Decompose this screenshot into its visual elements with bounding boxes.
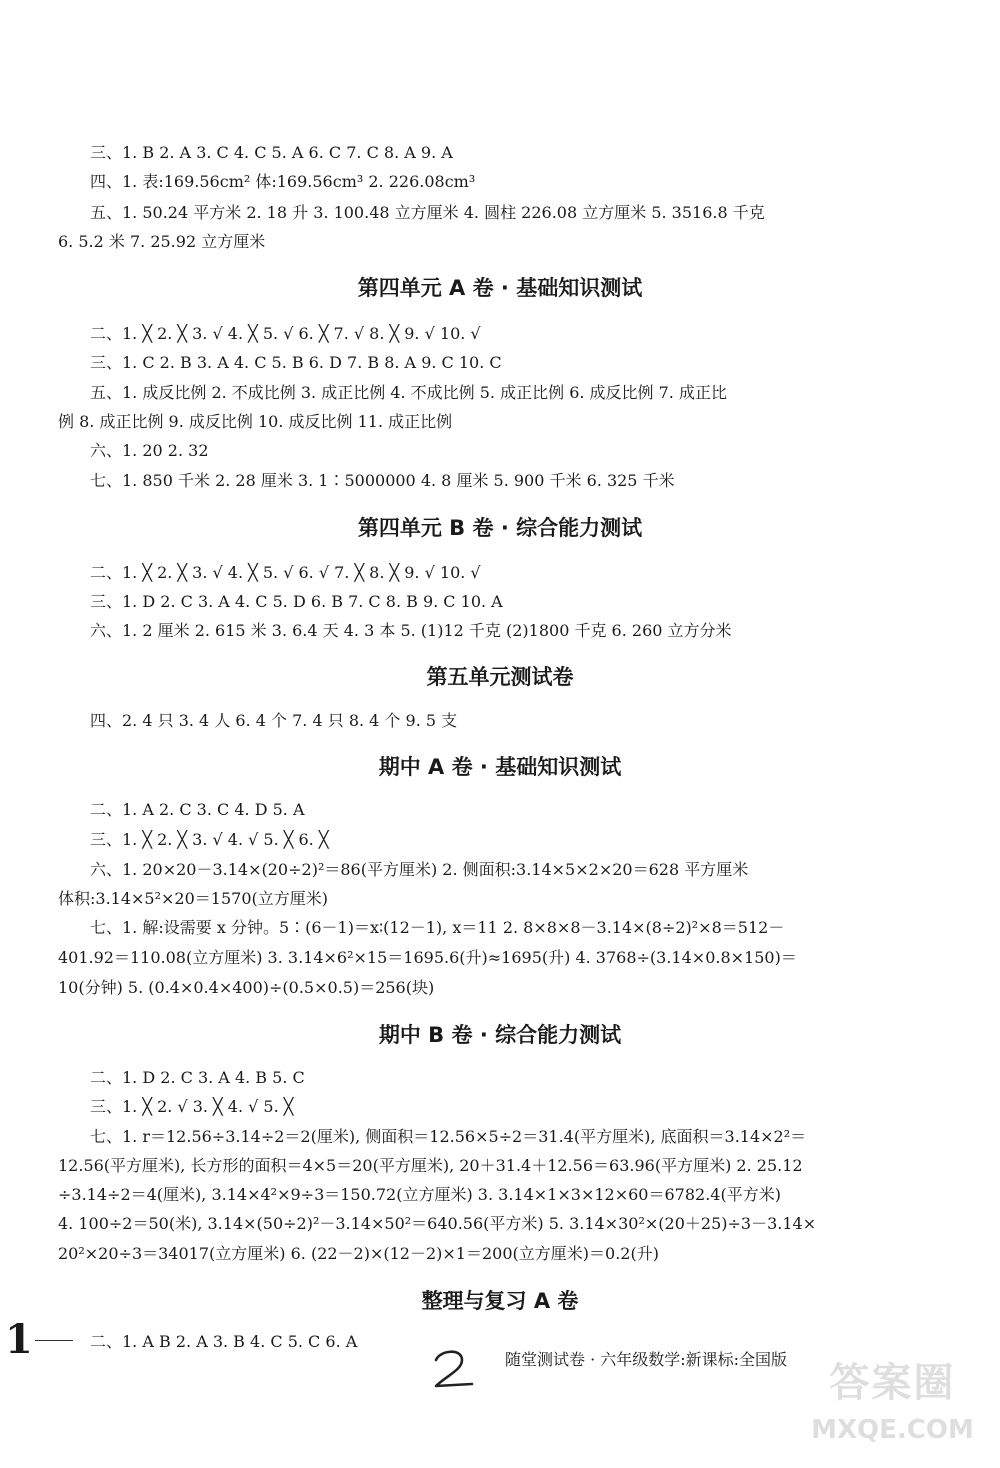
answer-line: 401.92＝110.08(立方厘米) 3. 3.14×6²×15＝1695.6(升)≈1695(升) 4. 3768÷(3.14×0.8×150)＝: [58, 948, 797, 967]
answer-line: 体积:3.14×5²×20＝1570(立方厘米): [58, 889, 328, 908]
answer-line: 七、1. 解:设需要 x 分钟。5∶(6－1)＝x∶(12－1), x＝11 2. 8×8×8－3.14×(8÷2)²×8＝512－: [90, 918, 785, 937]
watermark-text: 答案圈: [829, 1360, 956, 1406]
answer-line: 六、1. 20×20－3.14×(20÷2)²＝86(平方厘米) 2. 侧面积:3.14×5×2×20＝628 平方厘米: [90, 860, 749, 879]
footer-rule: [35, 1340, 73, 1341]
answer-line: 12.56(平方厘米), 长方形的面积＝4×5＝20(平方厘米), 20＋31.4＋12.56＝63.96(平方厘米) 2. 25.12: [58, 1156, 803, 1175]
answer-line: 七、1. r＝12.56÷3.14÷2＝2(厘米), 侧面积＝12.56×5÷2＝31.4(平方厘米), 底面积＝3.14×2²＝: [90, 1127, 807, 1146]
answer-line: 四、1. 表:169.56cm² 体:169.56cm³ 2. 226.08cm³: [90, 172, 476, 191]
answer-line: 20²×20÷3＝34017(立方厘米) 6. (22－2)×(12－2)×1＝200(立方厘米)＝0.2(升): [58, 1244, 659, 1263]
section-heading: 期中 B 卷 · 综合能力测试: [378, 1023, 622, 1047]
answer-line: 二、1. D 2. C 3. A 4. B 5. C: [90, 1068, 305, 1087]
section-heading: 期中 A 卷 · 基础知识测试: [378, 755, 622, 779]
section-heading: 第四单元 A 卷 · 基础知识测试: [357, 276, 643, 300]
answer-line: 6. 5.2 米 7. 25.92 立方厘米: [58, 232, 266, 251]
answer-line: 三、1. B 2. A 3. C 4. C 5. A 6. C 7. C 8. A 9. A: [90, 143, 453, 162]
answer-line: 三、1. ╳ 2. ╳ 3. √ 4. √ 5. ╳ 6. ╳: [90, 830, 329, 849]
book-title: 随堂测试卷 · 六年级数学:新课标:全国版: [505, 1350, 788, 1369]
answer-line: 五、1. 成反比例 2. 不成比例 3. 成正比例 4. 不成比例 5. 成正比例 6. 成反比例 7. 成正比: [90, 383, 727, 402]
handwritten-mark: [428, 1346, 478, 1391]
answer-line: 六、1. 2 厘米 2. 615 米 3. 6.4 天 4. 3 本 5. (1)12 千克 (2)1800 千克 6. 260 立方分米: [90, 621, 732, 640]
answer-line: 二、1. A 2. C 3. C 4. D 5. A: [90, 800, 305, 819]
page-number: 1: [5, 1316, 33, 1363]
section-heading: 整理与复习 A 卷: [421, 1289, 579, 1313]
answer-line: 三、1. C 2. B 3. A 4. C 5. B 6. D 7. B 8. A 9. C 10. C: [90, 353, 502, 372]
answer-line: 六、1. 20 2. 32: [90, 441, 209, 460]
answer-line: 二、1. A B 2. A 3. B 4. C 5. C 6. A: [90, 1332, 358, 1351]
answer-line: 10(分钟) 5. (0.4×0.4×400)÷(0.5×0.5)＝256(块): [58, 978, 435, 997]
section-heading: 第四单元 B 卷 · 综合能力测试: [357, 516, 643, 540]
answer-line: 二、1. ╳ 2. ╳ 3. √ 4. ╳ 5. √ 6. √ 7. ╳ 8. ╳ 9. √ 10. √: [90, 563, 481, 582]
answer-line: 二、1. ╳ 2. ╳ 3. √ 4. ╳ 5. √ 6. ╳ 7. √ 8. ╳ 9. √ 10. √: [90, 324, 481, 343]
answer-line: 4. 100÷2＝50(米), 3.14×(50÷2)²－3.14×50²＝640.56(平方米) 5. 3.14×30²×(20＋25)÷3－3.14×: [58, 1214, 817, 1233]
answer-line: 三、1. D 2. C 3. A 4. C 5. D 6. B 7. C 8. B 9. C 10. A: [90, 592, 503, 611]
watermark-url: MXQE.COM: [811, 1415, 974, 1445]
answer-line: ÷3.14÷2＝4(厘米), 3.14×4²×9÷3＝150.72(立方厘米) 3. 3.14×1×3×12×60＝6782.4(平方米): [58, 1185, 781, 1204]
section-heading: 第五单元测试卷: [426, 665, 574, 689]
answer-line: 三、1. ╳ 2. √ 3. ╳ 4. √ 5. ╳: [90, 1097, 294, 1116]
answer-line: 例 8. 成正比例 9. 成反比例 10. 成反比例 11. 成正比例: [58, 412, 453, 431]
answer-line: 五、1. 50.24 平方米 2. 18 升 3. 100.48 立方厘米 4. 圆柱 226.08 立方厘米 5. 3516.8 千克: [90, 203, 765, 222]
watermark-logo: [800, 1345, 985, 1455]
answer-line: 七、1. 850 千米 2. 28 厘米 3. 1∶5000000 4. 8 厘米 5. 900 千米 6. 325 千米: [90, 471, 675, 490]
answer-line: 四、2. 4 只 3. 4 人 6. 4 个 7. 4 只 8. 4 个 9. 5 支: [90, 711, 458, 730]
